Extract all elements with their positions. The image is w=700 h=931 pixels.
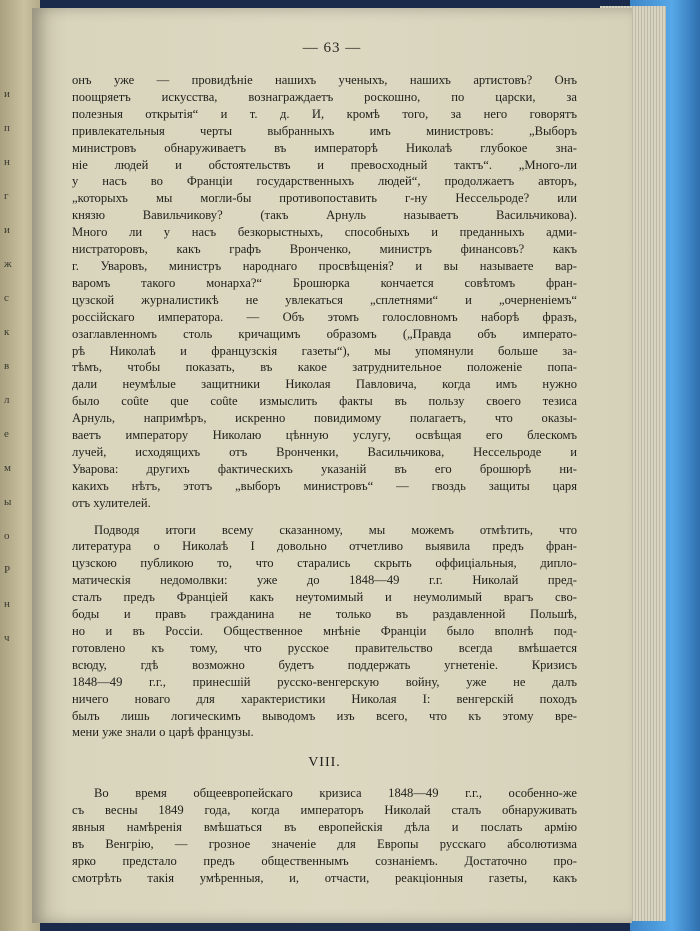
book-page — [32, 8, 632, 923]
text-line: 1848—49 г.г., принесшій русско-венгерскую войну, уже не далъ — [72, 674, 577, 689]
text-line: смотрѣть такія умѣренныя, и, отчасти, реакціонныя газеты, какъ — [72, 870, 577, 885]
text-line: явныя намѣренія вмѣшаться въ европейскія дѣла и послать армію — [72, 820, 577, 835]
paragraph-2 — [72, 522, 577, 742]
text-line: россійскаго императора. — Объ этомъ голословномъ наборѣ фразъ, — [72, 309, 577, 324]
edge-glyph: г — [4, 190, 9, 202]
text-line: былъ лишь логическимъ выводомъ изъ всего, что къ этому вре- — [72, 708, 577, 723]
text-line: всюду, гдѣ возможно будетъ поддержать угнетеніе. Кризисъ — [72, 657, 577, 672]
text-line: Уварова: другихъ фактическихъ указаній въ его брошюрѣ ни- — [72, 461, 577, 476]
edge-glyph: н — [4, 598, 10, 610]
text-line: привлекательныя черты выбранныхъ имъ министровъ: „Выборъ — [72, 123, 577, 138]
text-line: варомъ такого монарха?“ Брошюрка кончается совѣтомъ фран- — [72, 275, 577, 290]
paragraph-3 — [72, 785, 577, 886]
edge-glyph: м — [4, 462, 11, 474]
edge-glyph: с — [4, 292, 9, 304]
text-line: съ весны 1849 года, когда императоръ Николай сталъ обнаруживать — [72, 803, 577, 818]
text-line: министровъ обнаруживаетъ въ императорѣ Николаѣ глубокое зна- — [72, 140, 577, 155]
edge-glyph: н — [4, 156, 10, 168]
text-line: литература о Николаѣ I довольно отчетливо выявила предъ фран- — [72, 539, 577, 554]
text-line: нистраторовъ, какъ графъ Вронченко, министръ финансовъ? какъ — [72, 242, 577, 257]
text-line: ничего новаго для характеристики Николая I: венгерскій походъ — [72, 691, 577, 706]
text-line: Подводя итоги всему сказанному, мы можемъ отмѣтить, что — [94, 522, 577, 537]
text-line: въ Венгрію, — грозное значеніе для Европы русскаго абсолютизма — [72, 836, 577, 851]
text-line: боды и правъ гражданина не только въ раздавленной Польшѣ, — [72, 607, 577, 622]
edge-glyph: Р — [4, 564, 11, 576]
text-line: мени уже знали о царѣ французы. — [72, 725, 254, 740]
paragraph-gap — [72, 512, 577, 522]
text-line: онъ уже — провидѣніе нашихъ ученыхъ, нашихъ артистовъ? Онъ — [72, 73, 577, 87]
text-line: князю Вавильчикову? (такъ Арнуль называетъ Васильчикова). — [72, 208, 577, 223]
text-line: дали неумѣлые защитники Николая Павловича, когда имъ нужно — [72, 377, 577, 392]
text-line: поощряетъ искусства, вознаграждаетъ роскошно, по царски, за — [72, 89, 577, 104]
text-line: г. Уваровъ, министръ народнаго просвѣщенія? и вы называете вар- — [72, 258, 577, 273]
text-line: рѣ Николаѣ и французскія газеты“), мы упомянули больше за- — [72, 343, 577, 358]
edge-glyph: о — [4, 530, 10, 542]
text-line: отъ хулителей. — [72, 495, 151, 510]
edge-glyph: ч — [4, 632, 10, 644]
text-line: но и въ Россіи. Общественное мнѣніе Франціи было вполнѣ под- — [72, 624, 577, 638]
paragraph-1 — [72, 72, 577, 522]
edge-glyph: в — [4, 360, 10, 372]
edge-glyph: п — [4, 122, 10, 134]
text-line: сталъ предъ Франціей какъ неутомимый и неумолимый врагъ сво- — [72, 590, 577, 605]
text-line: ваетъ императору Николаю цѣнную услугу, освѣщая его блескомъ — [72, 428, 577, 443]
edge-glyph: и — [4, 224, 10, 236]
text-line: „которыхъ мы могли-бы противопоставить г-ну Нессельроде? или — [72, 191, 577, 206]
text-line: озаглавленномъ столь кричащимъ образомъ („Правда объ императо- — [72, 326, 577, 341]
text-line: тѣмъ, чтобы показать, въ какое затруднительное положеніе попа- — [72, 360, 577, 375]
page-number: — 63 — — [302, 40, 362, 56]
body-text — [72, 72, 577, 887]
text-line: у насъ во Франціи государственныхъ людей“, продолжаетъ авторъ, — [72, 174, 577, 189]
text-line: лучей, исходящихъ отъ Вронченки, Васильчикова, Нессельроде и — [72, 444, 577, 459]
text-line: матическія недомолвки: уже до 1848—49 г.г. Николай пред- — [72, 573, 577, 588]
text-line: цузской журналистикѣ не увлекаться „сплетнями“ и „очерненіемъ“ — [72, 292, 577, 307]
text-line: цузскою публикою то, что старались скрыть оффиціальныя, дипло- — [72, 556, 577, 571]
edge-glyph: ж — [4, 258, 12, 270]
text-line: было coûte que coûte измыслить факты въ пользу своего тезиса — [72, 394, 577, 409]
text-line: Много ли у насъ безкорыстныхъ, способныхъ и преданныхъ адми- — [72, 225, 577, 240]
text-line: готовлено къ тому, что русское правительство всегда вмѣшается — [72, 640, 577, 655]
text-line: ярко предстало предъ общественнымъ сознаніемъ. Достаточно про- — [72, 853, 577, 868]
edge-glyph: е — [4, 428, 9, 440]
text-line: полезныя открытія“ и т. д. И, кромѣ того, за него говорятъ — [72, 106, 577, 121]
edge-glyph: л — [4, 394, 10, 406]
edge-glyph: и — [4, 88, 10, 100]
text-line: Арнуль, напримѣръ, искренно повидимому полагаетъ, что оказы- — [72, 411, 577, 426]
text-line: ніе людей и обстоятельствъ и превосходный тактъ“. „Много-ли — [72, 157, 577, 172]
edge-glyph: к — [4, 326, 10, 338]
edge-glyph: ы — [4, 496, 12, 508]
section-heading: VIII. — [308, 755, 341, 771]
text-line: Во время общеевропейскаго кризиса 1848—49 г.г., особенно-же — [94, 786, 577, 801]
text-line: какихъ нѣтъ, этотъ „выборъ министровъ“ — гвоздь защиты царя — [72, 478, 577, 493]
